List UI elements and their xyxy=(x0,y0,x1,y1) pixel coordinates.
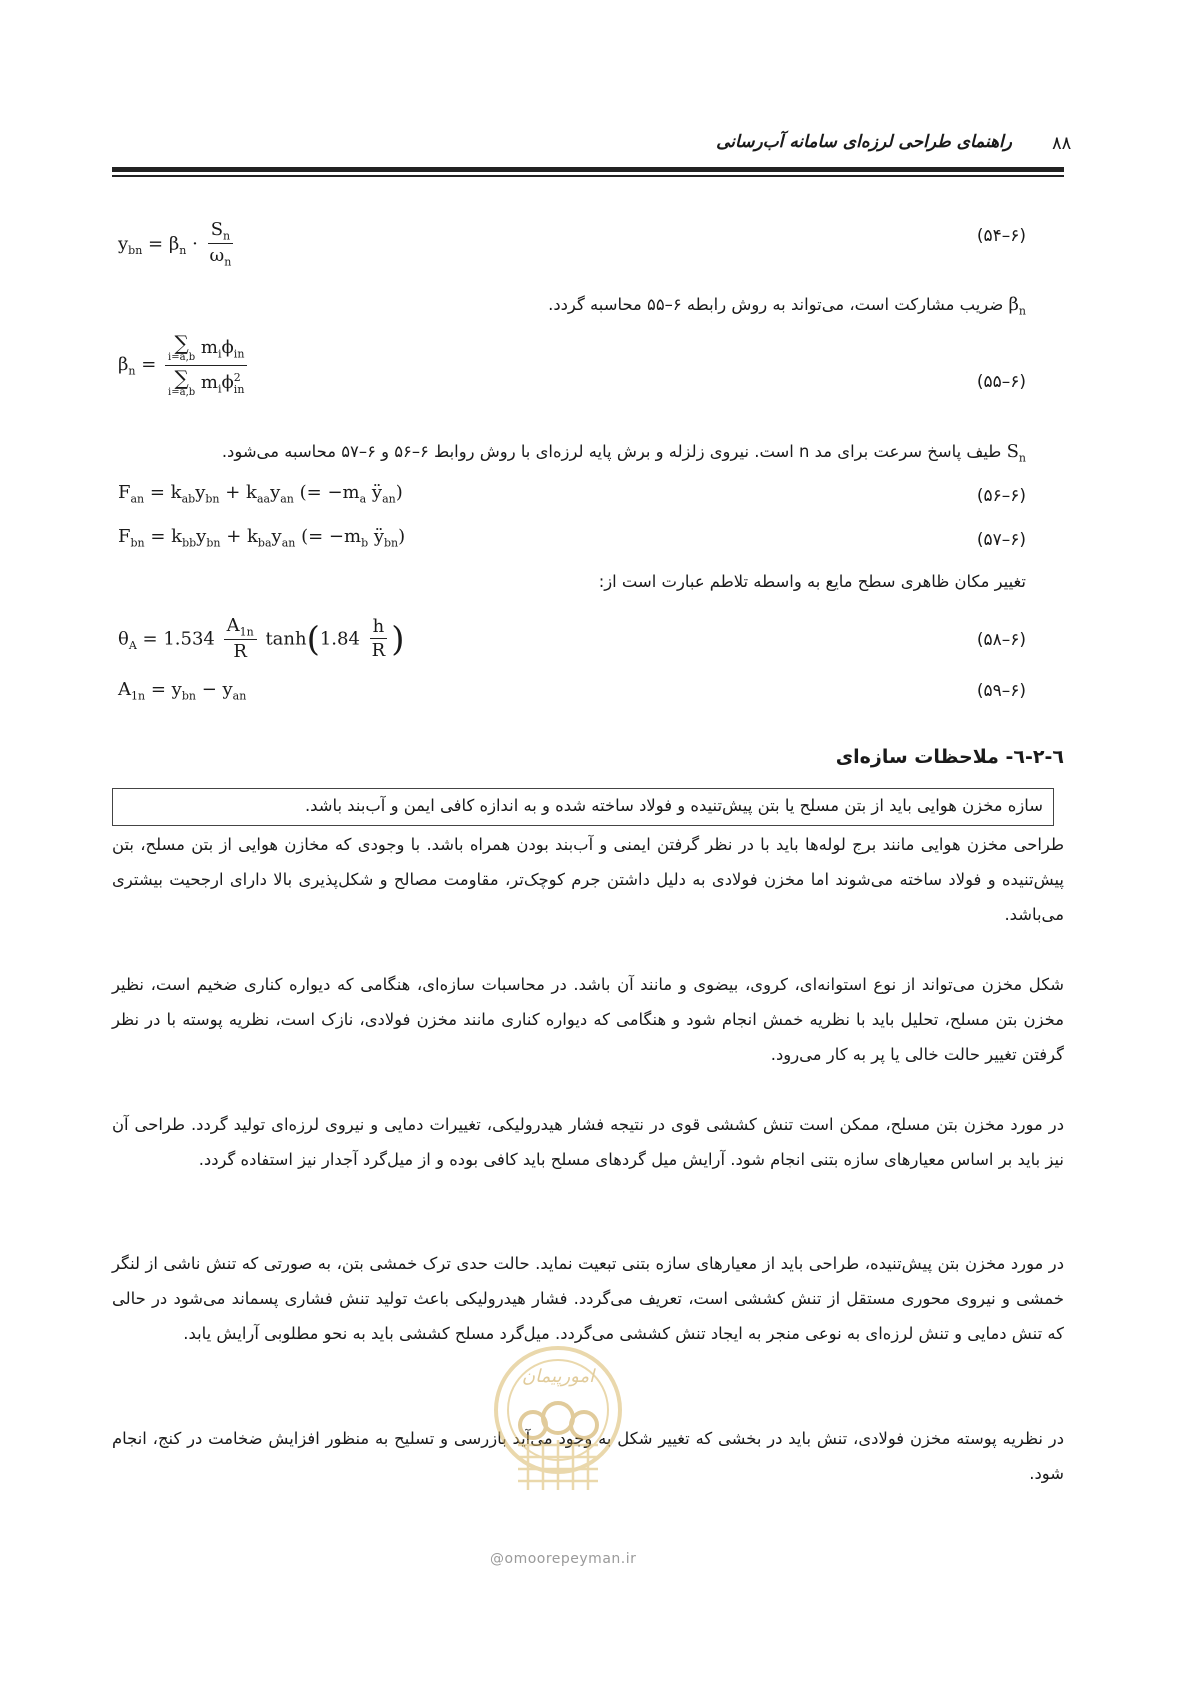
page-number: ۸۸ xyxy=(1052,133,1072,154)
paragraph-2: شکل مخزن می‌تواند از نوع استوانه‌ای، کروی، بیضوی و مانند آن باشد. در محاسبات سازه‌ای، هنگامی که دیواره کناری ضخیم است، نظیر مخزن بتن مسلح، تحلیل باید با نظریه خمش انجام شود و هنگامی که دیواره کناری مانند مخزن فولادی، نازک است، نظریه پوسته با در نظر گرفتن تغییر حالت خالی یا پر به کار می‌رود. xyxy=(112,975,1064,1064)
paragraph-1: طراحی مخزن هوایی مانند برج لوله‌ها باید با در نظر گرفتن ایمنی و آب‌بند بودن همراه باشد. با وجودی که مخازن هوایی از بتن مسلح، بتن پیش‌تنیده و فولاد ساخته می‌شوند اما مخزن فولادی به دلیل داشتن جرم کوچک‌تر، مقاومت مصالح و شکل‌پذیری بالا دارای ارجحیت بیشتری می‌باشد. xyxy=(112,835,1064,924)
equation-number-57: (۶–۵۷) xyxy=(976,530,1026,550)
watermark-url: @omoorepeyman.ir xyxy=(490,1551,637,1567)
svg-text:امورپیمان: امورپیمان xyxy=(521,1366,595,1387)
equation-54: $y_{bn} = \beta_n$ · $\frac{S_n}{\omega_n}$ xyxy=(118,219,232,269)
watermark-logo-icon xyxy=(488,1340,628,1500)
paragraph-5: در نظریه پوسته مخزن فولادی، تنش باید در بخشی که تغییر شکل به وجود می‌آید بازرسی و تسلیح به منظور افزایش ضخامت در کنج، انجام شود. xyxy=(112,1429,1064,1483)
sloshing-description: تغییر مکان ظاهری سطح مایع به واسطه تلاطم عبارت است از: xyxy=(598,572,1026,591)
highlight-box-text: سازه مخزن هوایی باید از بتن مسلح یا بتن پیش‌تنیده و فولاد ساخته شده و به اندازه کافی ایمن و آب‌بند باشد. xyxy=(304,796,1043,815)
running-header-title: راهنمای طراحی لرزه‌ای سامانه آب‌رسانی xyxy=(716,132,1012,152)
equation-number-54: (۶–۵۴) xyxy=(976,226,1026,246)
equation-58: $\theta_A = 1.534$ $\frac{A_{1n}}{R}$ tanh(1.84 $\frac{h}{R}$ ) xyxy=(118,615,405,663)
paragraph-3: در مورد مخزن بتن مسلح، ممکن است تنش کششی قوی در نتیجه فشار هیدرولیکی، تغییرات دمایی و نیروی لرزه‌ای تولید گردد. طراحی آن نیز باید بر اساس معیارهای سازه بتنی انجام شود. آرایش میل گردهای مسلح باید کافی بوده و از میل‌گرد آجدار نیز استفاده گردد. xyxy=(112,1115,1064,1169)
equation-number-55: (۶–۵۵) xyxy=(976,372,1026,392)
section-heading: ٦-٢-٦- ملاحظات سازه‌ای xyxy=(835,746,1064,768)
equation-56: $F_{an} = k_{ab}y_{bn} + k_{aa}y_{an}$ (= $-m_a$ $ÿ_{an}$) xyxy=(118,482,403,506)
highlight-box xyxy=(112,788,1054,826)
beta-description: $\beta_n$ ضریب مشارکت است، می‌تواند به روش رابطه ۶–۵۵ محاسبه گردد. xyxy=(548,294,1026,318)
equation-number-59: (۶–۵۹) xyxy=(976,681,1026,701)
equation-57: $F_{bn} = k_{bb}y_{bn} + k_{ba}y_{an}$ (= $-m_b$ $ÿ_{bn}$) xyxy=(118,526,406,550)
header-rule-thin xyxy=(112,175,1064,177)
equation-number-56: (۶–۵۶) xyxy=(976,486,1026,506)
sn-description: $S_n$ طیف پاسخ سرعت برای مد n است. نیروی زلزله و برش پایه لرزه‌ای با روش روابط ۶–۵۶ و ۶–۵۷ محاسبه می‌شود. xyxy=(221,441,1026,465)
equation-number-58: (۶–۵۸) xyxy=(976,630,1026,650)
equation-59: $A_{1n} = y_{bn} - y_{an}$ xyxy=(118,679,247,703)
header-rule-thick xyxy=(112,167,1064,172)
paragraph-4: در مورد مخزن بتن پیش‌تنیده، طراحی باید از معیارهای سازه بتنی تبعیت نماید. حالت حدی ترک خمشی بتن، به صورتی که تنش ناشی از لنگر خمشی و نیروی محوری مستقل از تنش کششی است، تعریف می‌گردد. فشار هیدرولیکی باعث تولید تنش فشاری پسماند می‌شود در حالی که تنش دمایی و تنش لرزه‌ای به نوعی منجر به ایجاد تنش کششی می‌گردد. میل‌گرد مسلح کششی باید به نحو مطلوبی آرایش یابد. xyxy=(112,1254,1064,1343)
equation-55: $\beta_n$ = ∑ i=a,b $m_i\phi_{in}$ ∑ i=a,b $m_i\phi^2_{in}$ xyxy=(118,333,250,398)
